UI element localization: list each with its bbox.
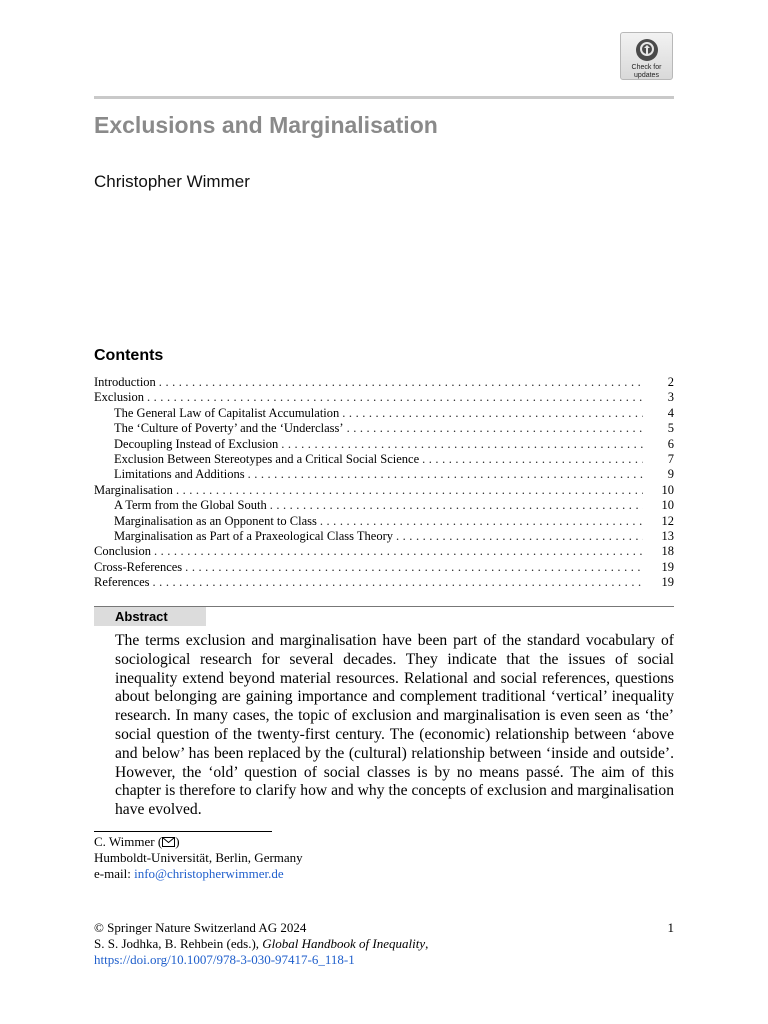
author-footnote [94,834,303,882]
toc-entry-label: Introduction [94,375,156,389]
toc-entry[interactable] [94,452,674,467]
toc-entry-page: 18 [661,544,674,559]
toc-entry-page: 19 [661,559,674,574]
toc-entry-label: Decoupling Instead of Exclusion [114,436,279,451]
toc-entry[interactable] [94,544,674,559]
footnote-affiliation: Humboldt-Universität, Berlin, Germany [94,850,303,865]
citation-line [94,936,428,952]
toc-entry[interactable] [94,514,674,529]
toc-entry-label: Exclusion [94,390,144,405]
toc-leader-dots [159,375,643,390]
header-rule [94,96,674,99]
toc-leader-dots [347,421,643,436]
toc-entry-page: 9 [667,467,674,482]
toc-leader-dots [248,467,643,482]
toc-entry-page: 7 [667,452,674,467]
toc-entry-page: 13 [661,529,674,544]
toc-entry[interactable] [94,467,674,482]
table-of-contents [94,375,674,591]
toc-entry[interactable] [94,406,674,421]
toc-entry[interactable] [94,390,674,405]
copyright-block [94,920,428,968]
toc-leader-dots [281,437,643,452]
abstract-text: The terms exclusion and marginalisation have been part of the standard vocabulary of sociological research for several decades. They indicate that the issues of social inequality extend beyond material resources. Relational and social references, questions about belonging are gaining importance and complement traditional ‘vertical’ inequality research. In many cases, the topic of exclusion and marginalisation is even seen as ‘the’ social question of the twenty-first century. The (economic) relationship between ‘above and below’ has been replaced by the (cultural) relationship between ‘inside and outside’. However, the ‘old’ question of social classes is by no means passé. The aim of this chapter is therefore to clarify how and why the concepts of exclusion and marginalisation have evolved. [115,632,674,819]
toc-leader-dots [270,498,643,513]
toc-entry-page: 5 [667,421,674,436]
footnote-name-line [94,834,303,850]
toc-entry[interactable] [94,375,674,390]
toc-entry[interactable] [94,437,674,452]
toc-leader-dots [422,452,643,467]
copyright-line: © Springer Nature Switzerland AG 2024 [94,920,307,935]
toc-entry-page: 12 [661,513,674,528]
toc-entry-label: Limitations and Additions [114,467,245,482]
toc-entry-label: Marginalisation [94,482,173,497]
footnote-name-close: ) [175,834,180,849]
toc-entry-label: Marginalisation as an Opponent to Class [114,513,317,528]
badge-line-2: updates [634,72,659,79]
toc-entry[interactable] [94,575,674,590]
citation-editors: S. S. Jodhka, B. Rehbein (eds.), [94,936,263,951]
toc-entry-label: The General Law of Capitalist Accumulation [114,405,340,420]
toc-entry-page: 10 [661,498,674,513]
toc-entry[interactable] [94,483,674,498]
toc-entry-label: A Term from the Global South [114,498,267,513]
doi-line [94,952,428,968]
toc-entry-label: Cross-References [94,559,183,574]
toc-entry[interactable] [94,498,674,513]
toc-leader-dots [153,575,643,590]
toc-entry-label: References [94,575,150,590]
envelope-icon [162,837,175,847]
abstract-label: Abstract [94,607,206,626]
toc-leader-dots [396,529,643,544]
check-for-updates-badge[interactable] [620,32,673,80]
toc-leader-dots [176,483,643,498]
citation-suffix: , [425,936,429,951]
toc-entry[interactable] [94,560,674,575]
page-number: 1 [667,920,674,935]
toc-entry-label: Conclusion [94,544,151,559]
footnote-email-line [94,866,303,882]
toc-leader-dots [185,560,643,575]
toc-leader-dots [147,390,643,405]
footnote-rule [94,831,272,832]
author-name: Christopher Wimmer [94,172,250,191]
toc-entry-label: Marginalisation as Part of a Praxeological Class Theory [114,529,393,544]
chapter-title: Exclusions and Marginalisation [94,112,438,138]
toc-entry-label: Exclusion Between Stereotypes and a Critical Social Science [114,452,420,467]
footnote-name: C. Wimmer ( [94,834,163,849]
toc-entry[interactable] [94,529,674,544]
toc-entry-page: 3 [667,390,674,405]
toc-leader-dots [342,406,643,421]
citation-book-title: Global Handbook of Inequality [262,936,426,951]
toc-entry[interactable] [94,421,674,436]
toc-leader-dots [320,514,643,529]
toc-entry-page: 10 [661,482,674,497]
footnote-email-label: e-mail: [94,866,135,881]
toc-entry-page: 6 [667,436,674,451]
contents-heading: Contents [94,347,164,364]
toc-leader-dots [154,544,643,559]
bookmark-ribbon-icon [634,37,660,63]
badge-line-1: Check for [631,64,662,71]
toc-entry-label: The ‘Culture of Poverty’ and the ‘Underclass’ [114,421,344,436]
toc-entry-page: 19 [661,575,674,590]
doi-link[interactable]: https://doi.org/10.1007/978-3-030-97417-6_118-1 [94,952,355,967]
author-email-link[interactable]: info@christopherwimmer.de [134,866,284,881]
toc-entry-page: 4 [667,405,674,420]
toc-entry-page: 2 [667,375,674,389]
